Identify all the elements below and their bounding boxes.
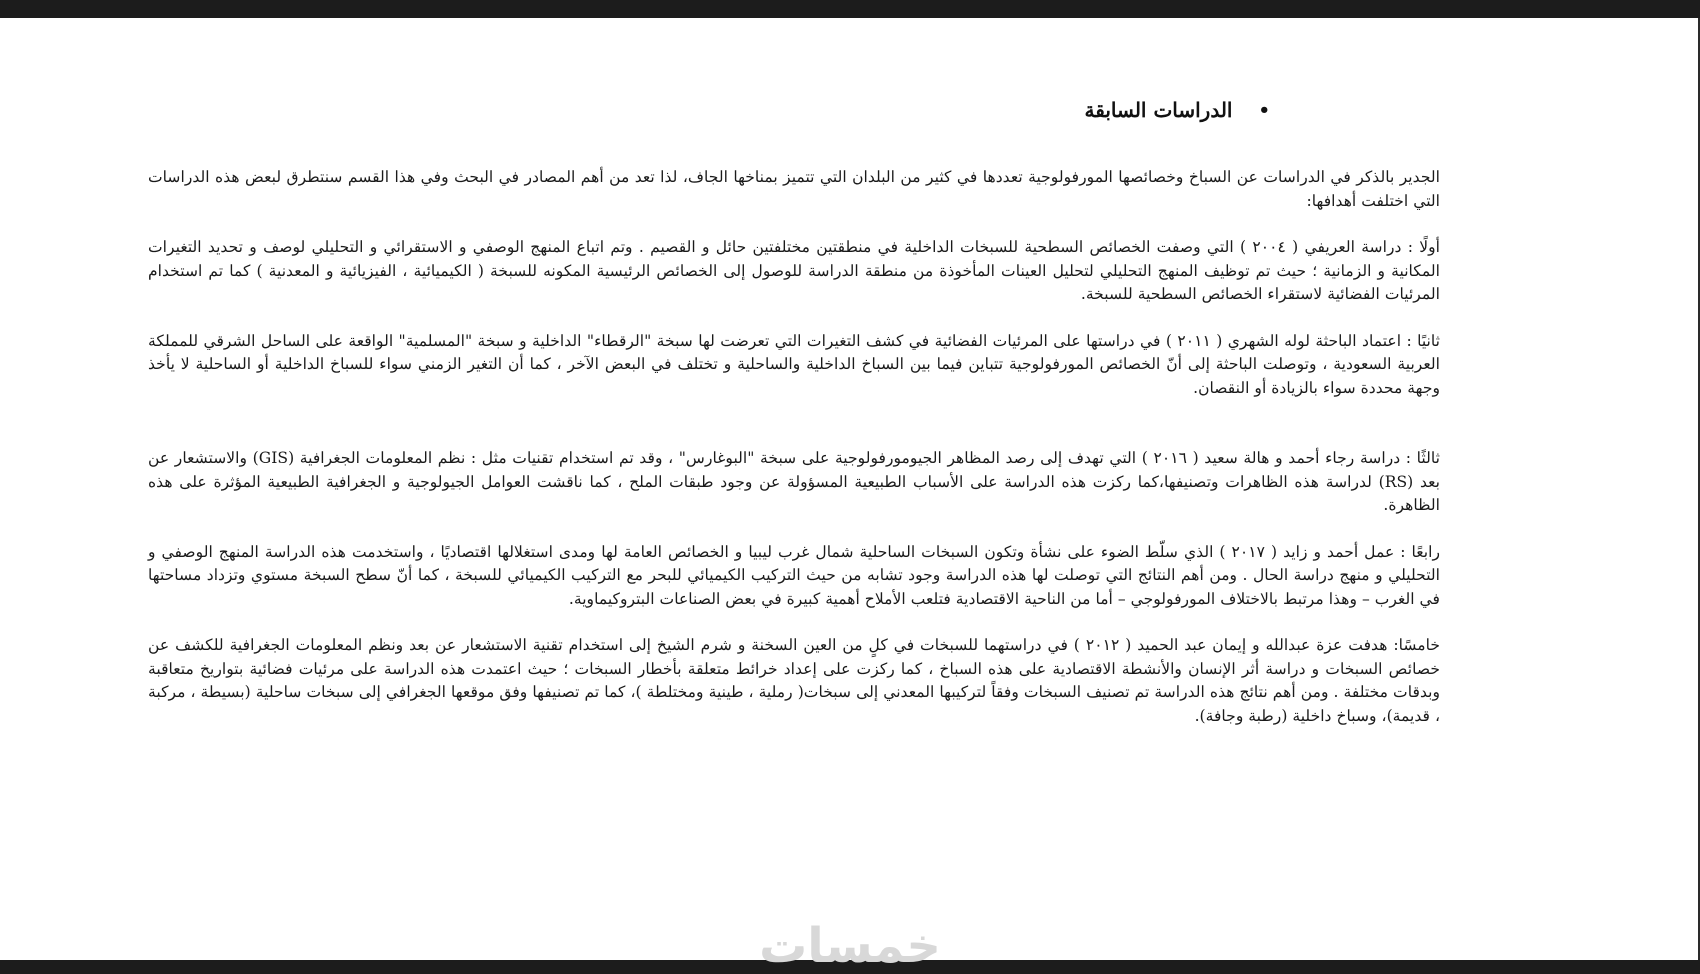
document-body	[148, 166, 1440, 751]
document-page	[0, 18, 1700, 974]
bullet-icon: •	[1258, 99, 1270, 121]
intro-paragraph: الجدير بالذكر في الدراسات عن السباخ وخصائصها المورفولوجية تعددها في كثير من البلدان التي تتميز بمناخها الجاف، لذا تعد من أهم المصادر في البحث وفي هذا القسم سنتطرق لبعض هذه الدراسات التي اختلفت أهدافها:	[148, 168, 1440, 210]
study-paragraph-2: ثانيًا : اعتماد الباحثة لوله الشهري ( ٢٠١١ ) في دراستها على المرئيات الفضائية في كشف التغيرات التي تعرضت لها سبخة "الرقطاء" الداخلية و سبخة "المسلمية" الواقعة على الساحل الشرقي للمملكة العربية السعودية ، وتوصلت الباحثة إلى أنّ الخصائص المورفولوجية تتباين فيما بين السباخ الداخلية والساحلية و تختلف في البعض الآخر ، كما أن التغير الزمني سواء للسباخ الداخلية أو الساحلية لا يأخذ وجهة محددة سواء بالزيادة أو النقصان.	[148, 331, 1440, 397]
study-paragraph-3: ثالثًا : دراسة رجاء أحمد و هالة سعيد ( ٢٠١٦ ) التي تهدف إلى رصد المظاهر الجيومورفولوجية على سبخة "البوغارس" ، وقد تم استخدام تقنيات مثل : نظم المعلومات الجغرافية (GIS) والاستشعار عن بعد (RS) لدراسة هذه الظاهرات وتصنيفها،كما ركزت هذه الدراسة على الأسباب الطبيعية المسؤولة عن وجود طبقات الملح ، كما ناقشت العوامل الجيولوجية و الجغرافية الطبيعية المؤثرة على هذه الظاهرة.	[148, 449, 1441, 514]
study-paragraph-5: خامسًا: هدفت عزة عبدالله و إيمان عبد الحميد ( ٢٠١٢ ) في دراستهما للسبخات في كلٍ من العين السخنة و شرم الشيخ إلى استخدام تقنية الاستشعار عن بعد ونظم المعلومات الجغرافية للكشف عن خصائص السبخات و دراسة أثر الإنسان والأنشطة الاقتصادية على هذه السباخ ، كما ركزت على إعداد خرائط متعلقة بأخطار السبخات ؛ حيث اعتمدت هذه الدراسة على مرئيات فضائية بتواريخ متعاقبة وبدقات مختلفة . ومن أهم نتائج هذه الدراسة تم تصنيف السبخات وفقاً لتركيبها المعدني إلى سبخات( رملية ، طينية ومختلطة )، كما تم تصنيفها وفق موقعها الجغرافي إلى سبخات ساحلية (بسيطة ، مركبة ، قديمة)، وسباخ داخلية (رطبة وجافة).	[148, 636, 1441, 725]
study-paragraph-4: رابعًا : عمل أحمد و زايد ( ٢٠١٧ ) الذي سلّط الضوء على نشأة وتكون السبخات الساحلية شمال غرب ليبيا و الخصائص العامة لها ومدى استغلالها اقتصاديًا ، واستخدمت هذه الدراسة المنهج الوصفي و التحليلي و منهج دراسة الحال . ومن أهم النتائج التي توصلت لها هذه الدراسة وجود تشابه من حيث التركيب الكيميائي للبحر مع التركيب الكيميائي للسبخة ، كما أنّ سطح السبخة مستوي وتزداد مساحتها في الغرب – وهذا مرتبط بالاختلاف المورفولوجي – أما من الناحية الاقتصادية فتلعب الأملاح أهمية كبيرة في بعض الصناعات البتروكيماوية.	[148, 542, 1441, 608]
section-title: الدراسات السابقة	[1084, 98, 1233, 122]
study-paragraph-1: أولًا : دراسة العريفي ( ٢٠٠٤ ) التي وصفت الخصائص السطحية للسبخات الداخلية في منطقتين مختلفتين حائل و القصيم . وتم اتباع المنهج الوصفي و الاستقرائي و التحليلي لوصف و تحديد التغيرات المكانية و الزمانية ؛ حيث تم توظيف المنهج التحليلي لتحليل العينات المأخوذة من منطقة الدراسة للوصول إلى الخصائص الرئيسية المكونه للسبخة ( الكيميائية ، الفيزيائية و المعدنية ) كما تم استخدام المرئيات الفضائية لاستقراء الخصائص السطحية للسبخة.	[148, 238, 1440, 303]
section-heading	[960, 98, 1270, 122]
watermark-logo: خمسات	[759, 918, 941, 974]
